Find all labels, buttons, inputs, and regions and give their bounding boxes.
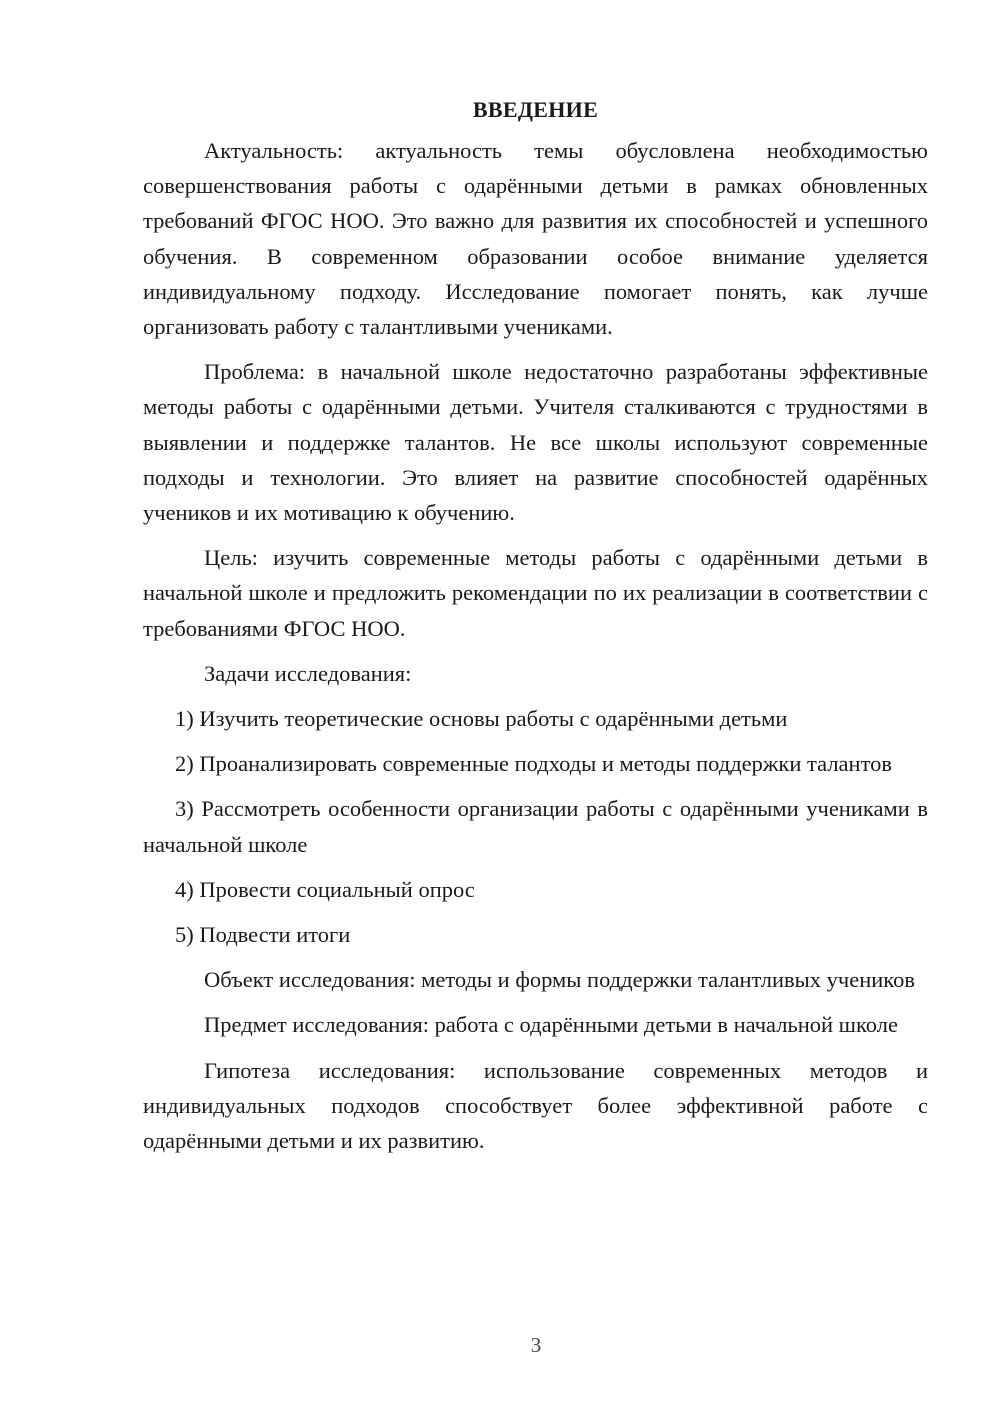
tasks-title: Задачи исследования: [204, 660, 412, 686]
list-item: 2) Проанализировать современные подходы и методы поддержки талантов [175, 751, 892, 777]
list-item: 5) Подвести итоги [175, 922, 351, 948]
paragraph-problem: Проблема: в начальной школе недостаточно разработаны эффективные методы работы с одарёнными детьми. Учителя сталкиваются с трудностями в выявлении и поддержке талантов. Не все школы используют современные подходы и технологии. Это влияет на развитие способностей одарённых учеников и их мотивацию к обучению. [143, 359, 928, 526]
page-number: 3 [530, 1333, 542, 1357]
document-page [143, 92, 928, 1168]
section-heading: ВВЕДЕНИЕ [472, 97, 599, 122]
list-item: 1) Изучить теоретические основы работы с одарёнными детьми [175, 706, 788, 732]
paragraph-goal: Цель: изучить современные методы работы с одарёнными детьми в начальной школе и предложить рекомендации по их реализации в соответствии с требованиями ФГОС НОО. [143, 545, 928, 641]
tasks-list [143, 701, 928, 952]
paragraph-subject: Предмет исследования: работа с одарёнными детьми в начальной школе [204, 1012, 898, 1038]
list-item: 3) Рассмотреть особенности организации работы с одарёнными учениками в начальной школе [143, 796, 928, 857]
paragraph-hypothesis: Гипотеза исследования: использование современных методов и индивидуальных подходов способствует более эффективной работе с одарёнными детьми и их развитию. [143, 1057, 928, 1154]
list-item: 4) Провести социальный опрос [175, 876, 475, 902]
paragraph-object: Объект исследования: методы и формы поддержки талантливых учеников [204, 967, 915, 993]
paragraph-relevance: Актуальность: актуальность темы обусловлена необходимостью совершенствования работы с одарёнными детьми в рамках обновленных требований ФГОС НОО. Это важно для развития их способностей и успешного обучения. В современном образовании особое внимание уделяется индивидуальному подходу. Исследование помогает понять, как лучше организовать работу с талантливыми учениками. [143, 138, 928, 340]
